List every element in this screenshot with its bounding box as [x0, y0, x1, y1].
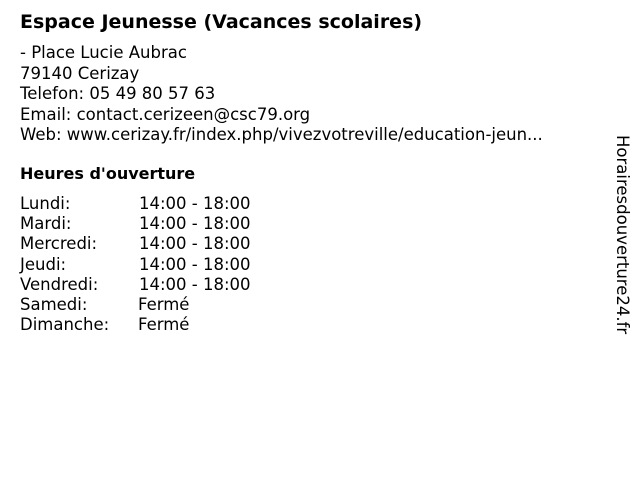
day-label: Lundi: [20, 194, 71, 213]
day-label: Dimanche: [20, 315, 110, 335]
day-label: Jeudi: [20, 254, 67, 274]
street-address: - Place Lucie Aubrac [20, 43, 187, 62]
day-hours: 14:00 - 18:00 [139, 254, 251, 274]
day-label: Samedi: [20, 294, 88, 314]
opening-hours-heading: Heures d'ouverture [20, 164, 196, 183]
place-title: Espace Jeunesse (Vacances scolaires) [20, 11, 423, 33]
day-hours: 14:00 - 18:00 [139, 274, 251, 294]
phone-line: Telefon: 05 49 80 57 63 [20, 84, 216, 103]
day-hours: 14:00 - 18:00 [139, 194, 251, 213]
address-block [20, 43, 543, 146]
day-label: Mercredi: [20, 234, 98, 254]
day-label: Vendredi: [20, 274, 99, 294]
day-hours: 14:00 - 18:00 [139, 214, 251, 234]
day-label: Mardi: [20, 214, 72, 234]
city-line: 79140 Cerizay [20, 63, 140, 83]
day-hours: 14:00 - 18:00 [139, 234, 251, 254]
day-hours: Fermé [138, 294, 190, 314]
site-brand-watermark: Horairesdouverture24.fr [613, 135, 632, 335]
web-line: Web: www.cerizay.fr/index.php/vivezvotreville/education-jeun... [20, 125, 543, 144]
email-line: Email: contact.cerizeen@csc79.org [20, 104, 311, 124]
day-hours: Fermé [138, 315, 190, 335]
